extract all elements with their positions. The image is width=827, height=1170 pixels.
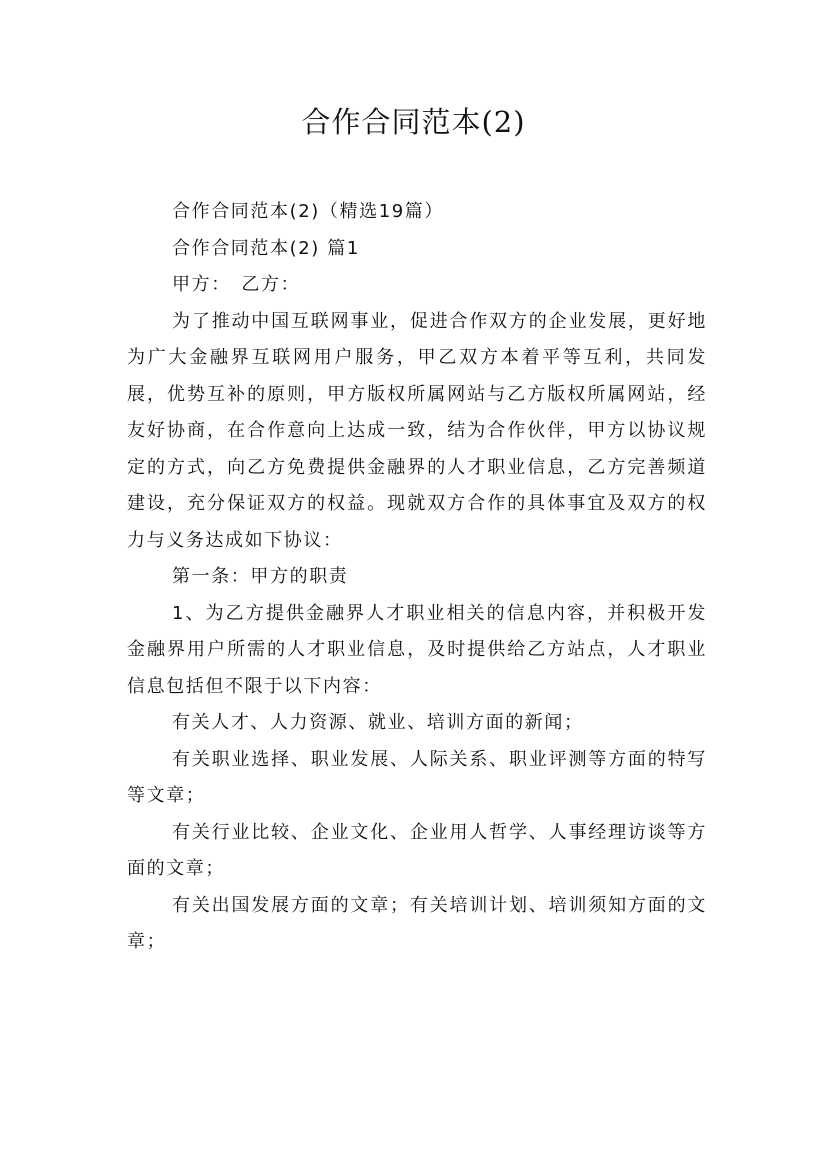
document-title: 合作合同范本(2) [301,105,526,139]
paragraph-item-career: 有关职业选择、职业发展、人际关系、职业评测等方面的特写等文章； [127,748,707,806]
paragraph-item-abroad-training: 有关出国发展方面的文章；有关培训计划、培训须知方面的文章； [127,894,707,952]
document-body [127,194,707,961]
paragraph-article-one-heading: 第一条：甲方的职责 [172,566,349,587]
paragraph-subtitle: 合作合同范本(2)（精选19篇） [172,201,445,222]
paragraph-item-news: 有关人才、人力资源、就业、培训方面的新闻； [172,712,584,733]
paragraph-parties: 甲方： 乙方： [172,274,301,295]
paragraph-chapter-heading: 合作合同范本(2) 篇1 [172,237,360,259]
paragraph-item-industry: 有关行业比较、企业文化、企业用人哲学、人事经理访谈等方面的文章； [127,821,707,879]
paragraph-clause-1: 1、为乙方提供金融界人才职业相关的信息内容，并积极开发金融界用户所需的人才职业信息，及时提供给乙方站点，人才职业信息包括但不限于以下内容： [127,602,707,697]
paragraph-preamble: 为了推动中国互联网事业，促进合作双方的企业发展，更好地为广大金融界互联网用户服务，甲乙双方本着平等互利，共同发展，优势互补的原则，甲方版权所属网站与乙方版权所属网站，经友好协商，在合作意向上达成一致，结为合作伙伴，甲方以协议规定的方式，向乙方免费提供金融界的人才职业信息，乙方完善频道建设，充分保证双方的权益。现就双方合作的具体事宜及双方的权力与义务达成如下协议： [127,310,707,551]
